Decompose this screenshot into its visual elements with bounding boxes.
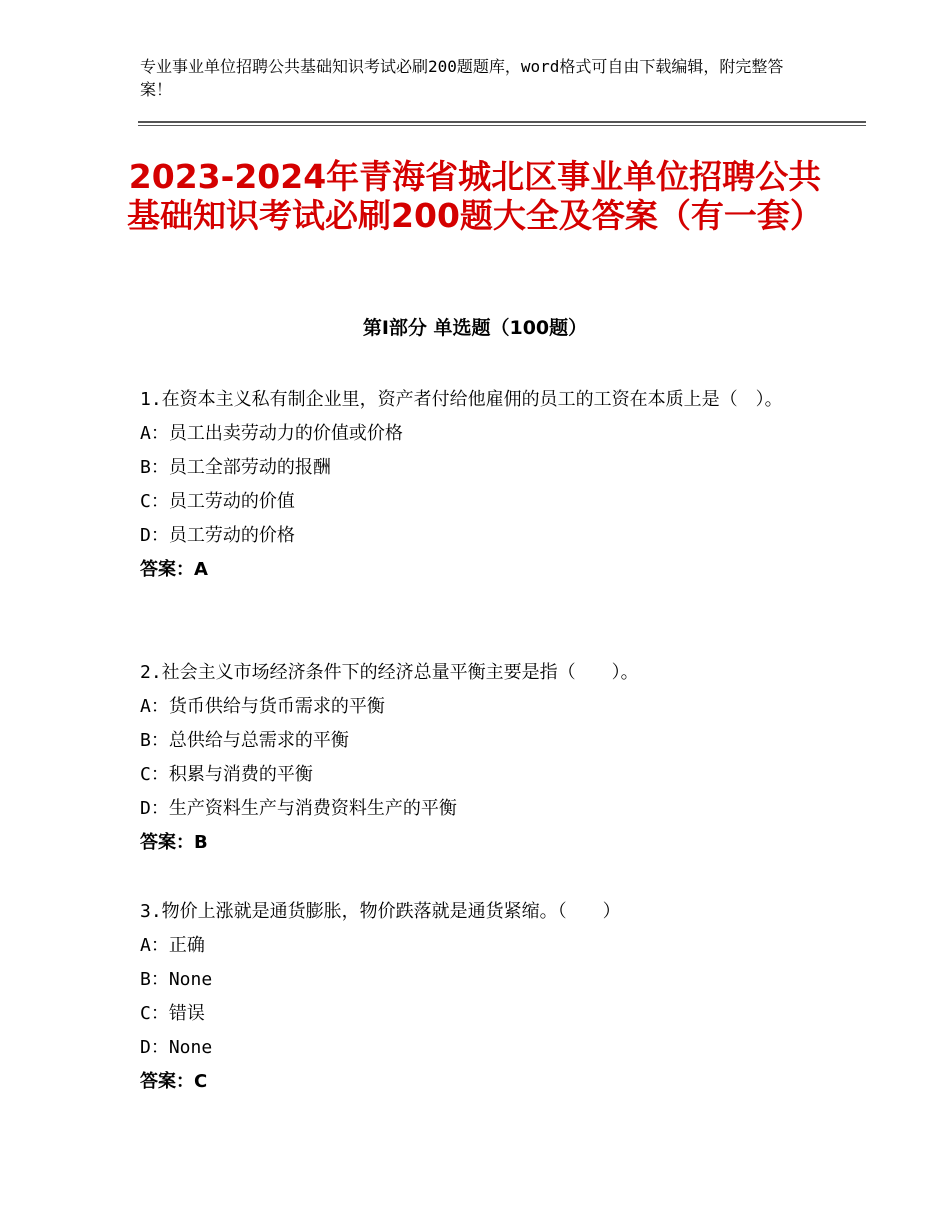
option-a: A：货币供给与货币需求的平衡 xyxy=(140,696,385,717)
header-note: 专业事业单位招聘公共基础知识考试必刷200题题库，word格式可自由下载编辑，附完整答案！ xyxy=(140,57,784,99)
question-3 xyxy=(140,895,820,1099)
answer: 答案：C xyxy=(140,1071,208,1092)
option-a: A：员工出卖劳动力的价值或价格 xyxy=(140,423,403,444)
option-d: D：员工劳动的价格 xyxy=(140,525,295,546)
option-d: D：生产资料生产与消费资料生产的平衡 xyxy=(140,798,457,819)
document-title: 2023-2024年青海省城北区事业单位招聘公共基础知识考试必刷200题大全及答案（有一套） xyxy=(127,157,823,235)
option-b: B：员工全部劳动的报酬 xyxy=(140,457,331,478)
header-divider-thin xyxy=(138,125,866,126)
answer: 答案：A xyxy=(140,559,208,580)
option-b: B：总供给与总需求的平衡 xyxy=(140,730,349,751)
question-2 xyxy=(140,656,820,860)
question-text: 3.物价上涨就是通货膨胀，物价跌落就是通货紧缩。（ ） xyxy=(140,901,621,922)
option-a: A：正确 xyxy=(140,935,205,956)
question-1 xyxy=(140,383,820,587)
header-divider-thick xyxy=(138,121,866,123)
answer: 答案：B xyxy=(140,832,208,853)
section-heading: 第Ⅰ部分 单选题（100题） xyxy=(362,317,588,339)
option-c: C：员工劳动的价值 xyxy=(140,491,295,512)
option-b: B：None xyxy=(140,969,213,990)
question-text: 1.在资本主义私有制企业里，资产者付给他雇佣的员工的工资在本质上是（ ）。 xyxy=(140,389,783,410)
option-c: C：积累与消费的平衡 xyxy=(140,764,313,785)
question-text: 2.社会主义市场经济条件下的经济总量平衡主要是指（ ）。 xyxy=(140,662,639,683)
option-c: C：错误 xyxy=(140,1003,205,1024)
option-d: D：None xyxy=(140,1037,213,1058)
